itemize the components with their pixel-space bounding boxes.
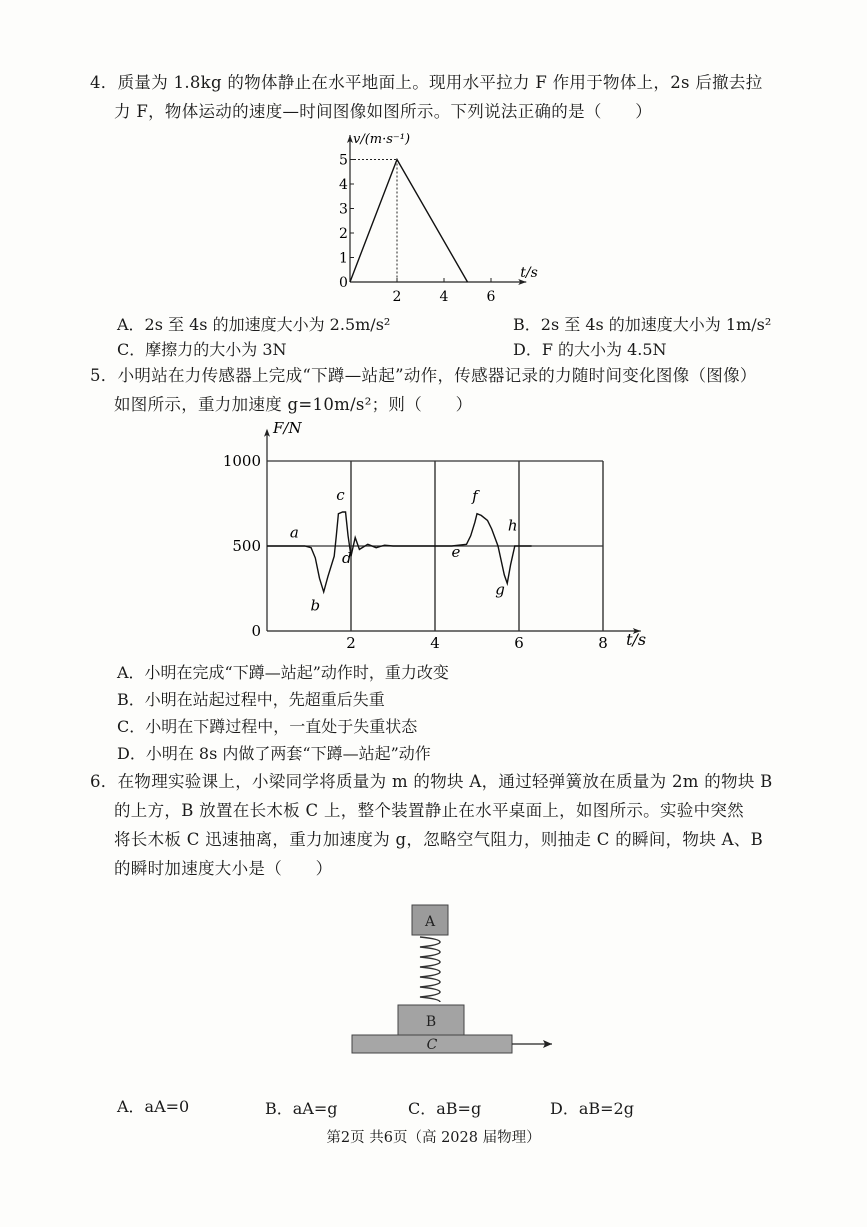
- block-a-label: A: [424, 914, 436, 930]
- q6-option-d: D．aB=2g: [550, 1099, 634, 1118]
- ft-graph: [215, 410, 655, 655]
- question-6: [90, 767, 790, 883]
- block-b-label: B: [425, 1014, 437, 1030]
- y-axis-label: v/(m·s⁻¹): [353, 132, 411, 147]
- q5-line2: 如图所示，重力加速度 g=10m/s²；则（ ）: [114, 395, 473, 414]
- q4-option-d: D．F 的大小为 4.5N: [513, 340, 667, 359]
- q4-line1: 4．质量为 1.8kg 的物体静止在水平地面上。现用水平拉力 F 作用于物体上，2s 后撤去拉: [90, 73, 763, 92]
- q4-line2: 力 F，物体运动的速度—时间图像如图所示。下列说法正确的是（ ）: [114, 102, 653, 121]
- point-label-f: f: [472, 486, 478, 505]
- force-curve: [267, 512, 532, 592]
- q5-option-c: C．小明在下蹲过程中，一直处于失重状态: [117, 717, 418, 736]
- x-tick-label-4: 4: [430, 634, 440, 652]
- y-tick-label-1000: 1000: [222, 452, 261, 470]
- y-axis-label: F/N: [273, 418, 302, 437]
- x-tick-label-6: 6: [514, 634, 524, 652]
- spring-block-figure: [340, 895, 580, 1065]
- x-axis-label: t/s: [626, 630, 647, 649]
- q5-line1: 5．小明站在力传感器上完成“下蹲—站起”动作，传感器记录的力随时间变化图像（图像）: [90, 366, 757, 385]
- page-footer: 第2页 共6页（高 2028 届物理）: [326, 1130, 541, 1146]
- x-tick-label-2: 2: [346, 634, 356, 652]
- board-c-label: C: [426, 1037, 438, 1053]
- point-label-a: a: [289, 523, 299, 542]
- y-tick-label-2: 2: [339, 226, 348, 242]
- q4-option-b: B．2s 至 4s 的加速度大小为 1m/s²: [513, 315, 772, 334]
- x-tick-label-8: 8: [598, 634, 608, 652]
- y-tick-label-0: 0: [251, 622, 261, 640]
- point-label-h: h: [507, 516, 518, 535]
- question-4: [90, 68, 790, 126]
- velocity-line: [350, 160, 468, 283]
- point-label-c: c: [336, 486, 345, 505]
- q6-line1: 6．在物理实验课上，小梁同学将质量为 m 的物块 A，通过轻弹簧放在质量为 2m 的物块 B: [90, 772, 773, 791]
- x-tick-label-6: 6: [486, 289, 496, 305]
- y-tick-label-4: 4: [339, 177, 348, 193]
- y-tick-label-3: 3: [339, 201, 348, 218]
- q5-option-d: D．小明在 8s 内做了两套“下蹲—站起”动作: [117, 744, 431, 763]
- y-tick-label-500: 500: [232, 537, 261, 555]
- x-tick-label-4: 4: [439, 289, 449, 305]
- q4-option-a: A．2s 至 4s 的加速度大小为 2.5m/s²: [117, 315, 391, 334]
- x-tick-label-2: 2: [392, 289, 402, 305]
- y-tick-label-5: 5: [339, 152, 348, 169]
- q5-option-a: A．小明在完成“下蹲—站起”动作时，重力改变: [117, 663, 449, 682]
- x-axis-label: t/s: [520, 265, 538, 281]
- q6-line2: 的上方，B 放置在长木板 C 上，整个装置静止在水平桌面上，如图所示。实验中突然: [114, 801, 744, 820]
- y-tick-label-0: 0: [339, 275, 348, 291]
- point-label-g: g: [495, 580, 505, 599]
- spring: [420, 937, 440, 1002]
- q6-line3: 将长木板 C 迅速抽离，重力加速度为 g，忽略空气阻力，则抽走 C 的瞬间，物块 A、B: [114, 830, 764, 849]
- q6-option-b: B．aA=g: [265, 1099, 338, 1118]
- q4-option-c: C．摩擦力的大小为 3N: [117, 340, 287, 359]
- point-label-d: d: [341, 549, 352, 567]
- vt-graph: [330, 120, 550, 305]
- q5-option-b: B．小明在站起过程中，先超重后失重: [117, 690, 385, 709]
- q6-option-c: C．aB=g: [408, 1099, 482, 1118]
- q6-line4: 的瞬时加速度大小是（ ）: [114, 859, 333, 878]
- y-tick-label-1: 1: [339, 250, 348, 267]
- q6-option-a: A．aA=0: [117, 1097, 190, 1116]
- point-label-b: b: [310, 596, 321, 615]
- point-label-e: e: [451, 543, 461, 562]
